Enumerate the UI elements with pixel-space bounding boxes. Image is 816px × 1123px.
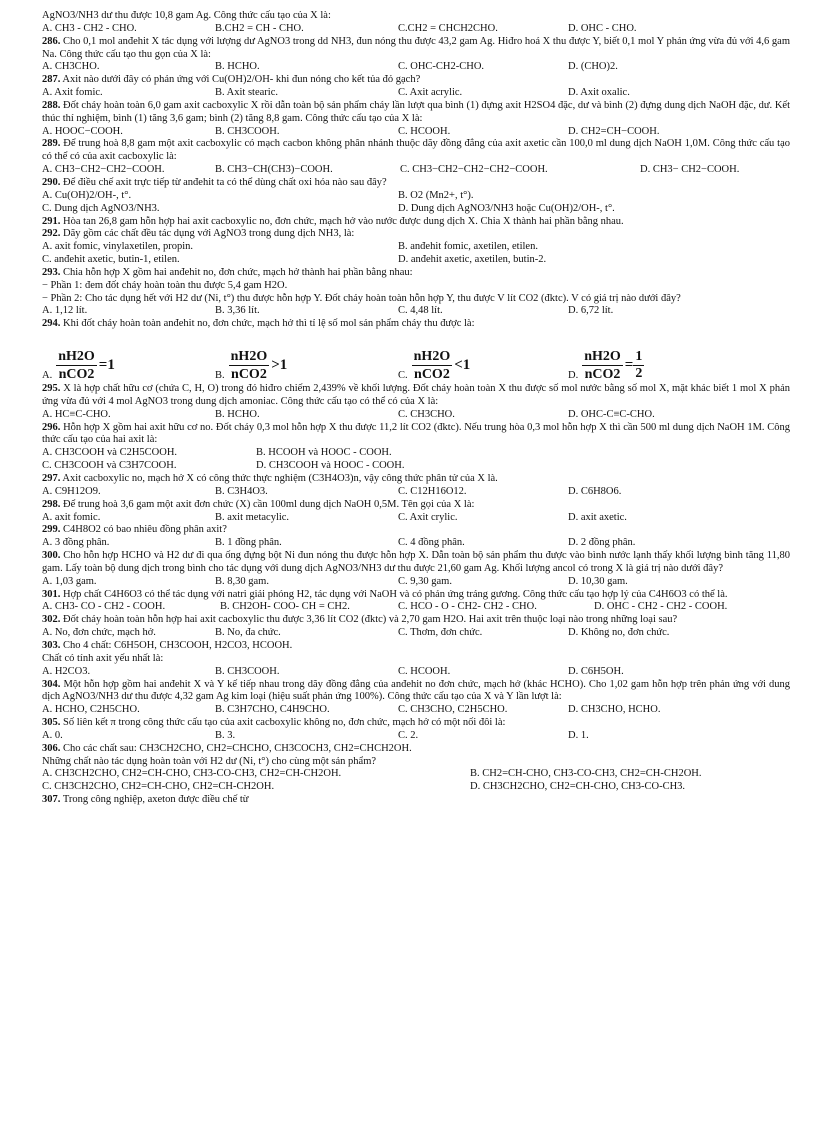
option-b: B. 3,36 lít. xyxy=(215,305,260,317)
option-d: D. CH3CHO, HCHO. xyxy=(568,704,661,716)
question-number: 290. xyxy=(42,176,61,188)
question-305 xyxy=(42,717,790,743)
option-c: C. Axit acrylic. xyxy=(398,87,463,99)
option-a: A. CH3CH2CHO, CH2=CH-CHO, CH3-CO-CH3, CH2=CH-CH2OH. xyxy=(42,768,342,780)
question-294 xyxy=(42,318,790,383)
question-number: 306. xyxy=(42,742,61,754)
option-b: B. HCHO. xyxy=(215,61,260,73)
question-295 xyxy=(42,383,790,422)
fraction-option-row xyxy=(42,333,790,383)
question-stem: Để trung hoà 3,6 gam một axit đơn chức (X) cần 100ml dung dịch NaOH 0,5M. Tên gọi của X là: xyxy=(63,498,475,510)
option-b: B. 1 đồng phân. xyxy=(215,537,282,549)
option-a: A. axit fomic. xyxy=(42,511,101,523)
question-stem: Chia hỗn hợp X gồm hai anđehit no, đơn chức, mạch hở thành hai phần bằng nhau: xyxy=(63,266,413,278)
option-a: A. axit fomic, vinylaxetilen, propin. xyxy=(42,241,194,253)
question-302 xyxy=(42,614,790,640)
question-number: 289. xyxy=(42,138,61,150)
option-c: C. 2. xyxy=(398,729,419,741)
option-d: D. 2 đồng phân. xyxy=(568,537,636,549)
option-d xyxy=(568,348,788,383)
question-299 xyxy=(42,524,790,550)
option-row xyxy=(42,447,790,460)
option-c: C. OHC-CH2-CHO. xyxy=(398,61,485,73)
option-a: A. 0. xyxy=(42,729,63,741)
option-b: B. CH2OH- COO- CH = CH2. xyxy=(220,601,350,613)
question-301 xyxy=(42,589,790,615)
question-number: 302. xyxy=(42,614,61,626)
option-row xyxy=(42,23,790,36)
option-b: B. O2 (Mn2+, t°). xyxy=(398,189,474,201)
question-stem: Khi đốt cháy hoàn toàn anđehit no, đơn chức, mạch hở thì tỉ lệ số mol sản phẩm cháy thu được là: xyxy=(63,318,475,330)
option-label: B. xyxy=(215,370,225,382)
option-a: A. H2CO3. xyxy=(42,665,91,677)
option-c: C. CH3CH2CHO, CH2=CH-CHO, CH2=CH-CH2OH. xyxy=(42,781,275,793)
option-row xyxy=(42,164,790,177)
option-d: D. C6H8O6. xyxy=(568,485,622,497)
question-287 xyxy=(42,74,790,100)
option-b: B. 3. xyxy=(215,729,236,741)
question-part-2: − Phần 2: Cho tác dụng hết với H2 dư (Ni, t°) thu được hỗn hợp Y. Đốt cháy hoàn toàn hỗn hợp Y, thu được V lít CO2 (đktc). V có giá trị nào dưới đây? xyxy=(42,292,681,304)
option-d: D. 6,72 lít. xyxy=(568,305,614,317)
question-top xyxy=(42,10,790,36)
option-b: B.CH2 = CH - CHO. xyxy=(215,22,304,34)
question-number: 299. xyxy=(42,524,61,536)
option-b: B. HCOOH và HOOC - COOH. xyxy=(256,447,392,459)
option-b xyxy=(215,348,398,383)
option-c: C. Thơm, đơn chức. xyxy=(398,627,483,639)
question-stem: Cho hỗn hợp HCHO và H2 dư đi qua ống đựng bột Ni đun nóng thu được hỗn hợp X. Dẫn toàn bộ sản phẩm thu được vào bình nước lạnh thấy khối lượng bình tăng 11,80 gam. Lấy toàn bộ dung dịch trong bình cho tác dụng với dung dịch AgNO3/NH3 dư thu được 21,60 gam Ag. Khối lượng ancol có trong X là giá trị nào dưới đây? xyxy=(42,550,791,574)
option-a: A. Axit fomic. xyxy=(42,87,103,99)
question-stem: Cho 4 chất: C6H5OH, CH3COOH, H2CO3, HCOOH. xyxy=(63,639,293,651)
question-289 xyxy=(42,138,790,177)
option-row xyxy=(42,254,790,267)
question-stem-2: Những chất nào tác dụng hoàn toàn với H2 dư (Ni, t°) cho cùng một sản phẩm? xyxy=(42,755,377,767)
option-label: D. xyxy=(568,370,579,382)
fraction-denominator: nCO2 xyxy=(414,367,450,383)
question-290 xyxy=(42,177,790,216)
option-d: D. C6H5OH. xyxy=(568,665,624,677)
question-number: 295. xyxy=(42,383,61,395)
option-row xyxy=(42,460,790,473)
option-d: D. OHC-C≡C-CHO. xyxy=(568,408,655,420)
option-b: B. 8,30 gam. xyxy=(215,575,269,587)
option-row xyxy=(42,768,790,781)
option-row xyxy=(42,627,790,640)
option-c: C. HCOOH. xyxy=(398,665,451,677)
question-number: 298. xyxy=(42,498,61,510)
question-293 xyxy=(42,267,790,318)
option-d: D. CH3CH2CHO, CH2=CH-CHO, CH3-CO-CH3. xyxy=(470,781,686,793)
option-row xyxy=(42,203,790,216)
question-stem: C4H8O2 có bao nhiêu đồng phân axit? xyxy=(63,524,227,536)
fraction-numerator: nH2O xyxy=(413,349,451,365)
fraction-numerator: nH2O xyxy=(584,349,621,365)
question-stem: Đốt cháy hoàn toàn 6,0 gam axit cacboxylic X rồi dẫn toàn bộ sản phẩm cháy lần lượt qua bình (1) đựng axit H2SO4 đặc, dư và bình (2) đựng dung dịch NaOH đặc, dư. Kết thúc thí nghiệm, bình (1) tăng 3,6 gam; bình (2) tăng 8,8 gam. Công thức cấu tạo của X là: xyxy=(42,99,790,124)
ratio-fraction xyxy=(229,348,270,383)
question-number: 304. xyxy=(42,678,61,690)
question-number: 287. xyxy=(42,74,61,86)
question-stem: Axit nào dưới đây có phản ứng với Cu(OH)2/OH- khi đun nóng cho kết tủa đỏ gạch? xyxy=(62,74,421,86)
option-a: A. HOOC−COOH. xyxy=(42,125,123,137)
option-d: D. OHC - CHO. xyxy=(568,22,637,34)
question-number: 305. xyxy=(42,717,61,729)
question-307 xyxy=(42,794,790,807)
option-c: C. CH3CHO, C2H5CHO. xyxy=(398,704,508,716)
question-number: 297. xyxy=(42,473,61,484)
option-d: D. 1. xyxy=(568,729,589,741)
option-d: D. CH2=CH−COOH. xyxy=(568,125,660,137)
fraction-denominator: nCO2 xyxy=(584,367,621,383)
ratio-fraction xyxy=(56,348,97,383)
option-c: C. anđehit axetic, butin-1, etilen. xyxy=(42,254,180,266)
option-row xyxy=(42,305,790,318)
question-number: 293. xyxy=(42,266,61,278)
question-number: 303. xyxy=(42,639,61,651)
option-d: D. CH3− CH2−COOH. xyxy=(640,164,740,176)
question-number: 301. xyxy=(42,588,61,600)
question-stem: Hỗn hợp X gồm hai axit hữu cơ no. Đốt cháy 0,3 mol hỗn hợp X thu được 11,2 lít CO2 (đktc). Nếu trung hòa 0,3 mol hỗn hợp X thì cần 500 ml dung dịch NaOH 1M. Công thức cấu tạo của hai axit là: xyxy=(42,421,790,446)
option-c: C. Axit crylic. xyxy=(398,511,458,523)
question-stem: Đốt cháy hoàn toàn hỗn hợp hai axit cacboxylic thu được 3,36 lít CO2 (đktc) và 2,70 gam H2O. Hai axit trên thuộc loại nào trong những loại sau? xyxy=(63,614,678,626)
option-a: A. CH3- CO - CH2 - COOH. xyxy=(42,601,166,613)
question-stem: Trong công nghiệp, axeton được điều chế từ xyxy=(62,794,249,806)
fraction-denominator: nCO2 xyxy=(231,367,267,383)
option-c: C. 4,48 lít. xyxy=(398,305,443,317)
option-row xyxy=(42,781,790,794)
option-row xyxy=(42,704,790,717)
option-row xyxy=(42,87,790,100)
question-298 xyxy=(42,499,790,525)
option-d: D. axit axetic. xyxy=(568,511,627,523)
question-number: 307. xyxy=(42,794,61,806)
option-c: C. CH3COOH và C3H7COOH. xyxy=(42,460,177,472)
question-stem: Hòa tan 26,8 gam hỗn hợp hai axit cacboxylic no, đơn chức, mạch hở vào nước được dung dịch X. Chia X thành hai phần bằng nhau. xyxy=(63,215,624,227)
option-c: C. CH3−CH2−CH2−CH2−COOH. xyxy=(400,164,548,176)
option-b: B. CH3COOH. xyxy=(215,125,280,137)
option-row xyxy=(42,126,790,139)
option-row xyxy=(42,666,790,679)
option-c: C. HCO - O - CH2- CH2 - CHO. xyxy=(398,601,537,613)
question-300 xyxy=(42,550,790,589)
question-292 xyxy=(42,228,790,267)
option-a: A. CH3 - CH2 - CHO. xyxy=(42,22,137,34)
question-stem: Để trung hoà 8,8 gam một axit cacboxylic có mạch cacbon không phân nhánh thuộc dãy đồng đẳng của axit axetic cần 100,0 ml dung dịch NaOH 1,0M. Công thức cấu tạo có thể có của axit cacboxylic là: xyxy=(42,138,790,163)
ratio-relation: = xyxy=(624,357,634,374)
option-row xyxy=(42,537,790,550)
question-306 xyxy=(42,743,790,794)
ratio-relation: >1 xyxy=(271,357,288,374)
option-c: C. C12H16O12. xyxy=(398,485,467,497)
option-b: B. Axit stearic. xyxy=(215,87,278,99)
option-c: C. 9,30 gam. xyxy=(398,575,452,587)
question-number: 292. xyxy=(42,228,61,240)
option-row xyxy=(42,576,790,589)
option-row xyxy=(42,190,790,203)
question-stem: Số liên kết π trong công thức cấu tạo của axit cacboxylic không no, đơn chức, mạch hở có một nối đôi là: xyxy=(63,717,506,729)
fraction-numerator: nH2O xyxy=(58,349,95,365)
option-row xyxy=(42,409,790,422)
option-b: B. No, đa chức. xyxy=(215,627,281,639)
option-a: A. 1,03 gam. xyxy=(42,575,97,587)
option-b: B. C3H7CHO, C4H9CHO. xyxy=(215,704,330,716)
option-a: A. CH3COOH và C2H5COOH. xyxy=(42,447,178,459)
question-291 xyxy=(42,216,790,229)
worksheet-page xyxy=(42,10,790,807)
option-a: A. CH3CHO. xyxy=(42,61,100,73)
question-stem: AgNO3/NH3 dư thu được 10,8 gam Ag. Công thức cấu tạo của X là: xyxy=(42,10,331,21)
option-row xyxy=(42,486,790,499)
option-c: C. Dung dịch AgNO3/NH3. xyxy=(42,202,160,214)
question-stem: X là hợp chất hữu cơ (chứa C, H, O) trong đó hiđro chiếm 2,439% về khối lượng. Đốt cháy hoàn toàn X thu được số mol nước bằng số mol X, mặt khác biết 1 mol X phản ứng vừa đủ với 4 mol AgNO3 trong dung dịch amoniac. Công thức cấu tạo có thể có của X là: xyxy=(42,383,790,407)
question-304 xyxy=(42,679,790,718)
option-d: D. Không no, đơn chức. xyxy=(568,627,670,639)
option-a: A. 3 đồng phân. xyxy=(42,537,110,549)
option-b: B. C3H4O3. xyxy=(215,485,268,497)
option-a: A. 1,12 lít. xyxy=(42,305,88,317)
question-288 xyxy=(42,100,790,139)
option-c: C. HCOOH. xyxy=(398,125,451,137)
ratio-fraction xyxy=(582,348,623,383)
option-label: A. xyxy=(42,370,53,382)
option-b: B. CH2=CH-CHO, CH3-CO-CH3, CH2=CH-CH2OH. xyxy=(470,768,702,780)
option-b: B. CH3−CH(CH3)−COOH. xyxy=(215,164,333,176)
option-d: D. OHC - CH2 - CH2 - COOH. xyxy=(594,601,728,613)
option-b: B. axit metacylic. xyxy=(215,511,290,523)
option-b: B. anđehit fomic, axetilen, etilen. xyxy=(398,241,538,253)
option-a: A. No, đơn chức, mạch hở. xyxy=(42,627,156,639)
question-stem: Cho 0,1 mol anđehit X tác dụng với lượng dư AgNO3 trong dd NH3, đun nóng thu được 43,2 gam Ag. Hiđro hoá X thu được Y, biết 0,1 mol Y phản ứng vừa đủ với 4,6 gam Na. Công thức cấu tạo thu gọn của X là: xyxy=(42,35,790,60)
fraction-numerator: nH2O xyxy=(230,349,268,365)
question-stem: Hợp chất C4H6O3 có thể tác dụng với natri giải phóng H2, tác dụng với NaOH và có phản ứng tráng gương. Công thức cấu tạo hợp lý của C4H6O3 có thể là. xyxy=(63,588,728,600)
ratio-fraction xyxy=(412,348,453,383)
fraction-denominator: nCO2 xyxy=(58,367,95,383)
option-a: A. CH3−CH2−CH2−COOH. xyxy=(42,164,165,176)
question-part-1: − Phần 1: đem đốt cháy hoàn toàn thu được 5,4 gam H2O. xyxy=(42,279,288,291)
option-d: D. 10,30 gam. xyxy=(568,575,628,587)
question-stem: Để điều chế axit trực tiếp từ anđehit ta có thể dùng chất oxi hóa nào sau đây? xyxy=(63,176,387,188)
option-a: A. C9H12O9. xyxy=(42,485,101,497)
option-row xyxy=(42,601,790,614)
question-number: 286. xyxy=(42,35,61,47)
question-number: 291. xyxy=(42,215,61,227)
question-stem: Dãy gồm các chất đều tác dụng với AgNO3 trong dung dịch NH3, là: xyxy=(63,228,355,240)
option-d: D. Axit oxalic. xyxy=(568,87,630,99)
option-a: A. HC≡C-CHO. xyxy=(42,408,111,420)
option-label: C. xyxy=(398,370,408,382)
option-c: C.CH2 = CHCH2CHO. xyxy=(398,22,498,34)
option-b: B. CH3COOH. xyxy=(215,665,280,677)
question-303 xyxy=(42,640,790,679)
ratio-relation: <1 xyxy=(454,357,471,374)
half-numerator: 1 xyxy=(635,349,643,365)
option-d: D. CH3COOH và HOOC - COOH. xyxy=(256,460,405,472)
question-number: 300. xyxy=(42,550,61,562)
option-row xyxy=(42,61,790,74)
option-row xyxy=(42,730,790,743)
option-a: A. HCHO, C2H5CHO. xyxy=(42,704,140,716)
question-stem: Axit cacboxylic no, mạch hở X có công thức thực nghiệm (C3H4O3)n, vậy công thức phân tử của X là. xyxy=(62,473,498,484)
option-d: D. (CHO)2. xyxy=(568,61,618,73)
ratio-relation: =1 xyxy=(98,357,115,374)
option-b: B. HCHO. xyxy=(215,408,260,420)
question-number: 288. xyxy=(42,99,61,111)
question-297 xyxy=(42,473,790,499)
question-number: 296. xyxy=(42,421,61,433)
question-stem-2: Chất có tính axit yếu nhất là: xyxy=(42,652,164,664)
question-stem: Cho các chất sau: CH3CH2CHO, CH2=CHCHO, CH3COCH3, CH2=CHCH2OH. xyxy=(63,742,412,754)
option-d: D. anđehit axetic, axetilen, butin-2. xyxy=(398,254,547,266)
half-denominator: 2 xyxy=(635,366,643,382)
option-c: C. CH3CHO. xyxy=(398,408,455,420)
question-296 xyxy=(42,422,790,473)
option-a: A. Cu(OH)2/OH-, t°. xyxy=(42,189,132,201)
question-number: 294. xyxy=(42,318,61,330)
question-stem: Một hỗn hợp gồm hai anđehit X và Y kế tiếp nhau trong dãy đồng đẳng của anđehit no đơn chức, mạch hở (khác HCHO). Cho 1,02 gam hỗn hợp trên phản ứng với dung dịch AgNO3/NH3 dư thu được 4,32 gam Ag kim loại (hiệu suất phản ứng 100%). Công thức cấu tạo của X và Y lần lượt là: xyxy=(42,678,791,703)
option-row xyxy=(42,512,790,525)
option-c xyxy=(398,348,568,383)
question-286 xyxy=(42,36,790,75)
option-d: D. Dung dịch AgNO3/NH3 hoặc Cu(OH)2/OH-, t°. xyxy=(398,202,615,214)
option-c: C. 4 đồng phân. xyxy=(398,537,465,549)
option-row xyxy=(42,241,790,254)
half-fraction xyxy=(633,349,644,382)
option-a xyxy=(42,348,215,383)
